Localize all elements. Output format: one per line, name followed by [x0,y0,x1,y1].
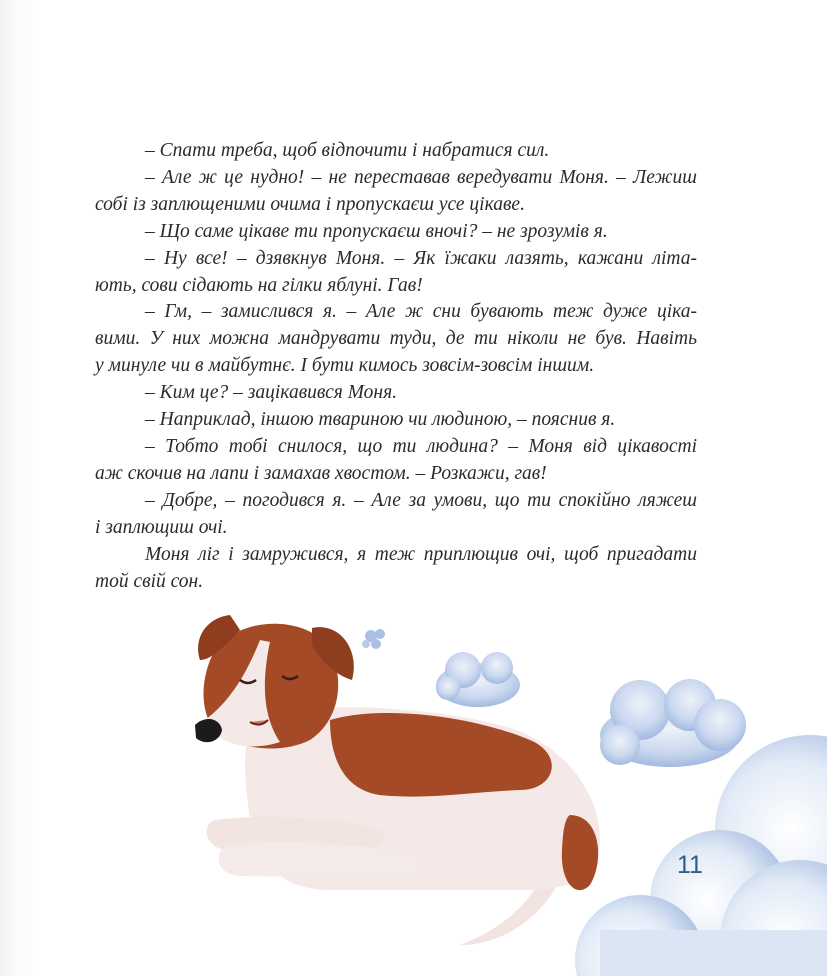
text-line: – Ким це? – зацікавився Моня. [145,382,398,404]
text-line: – Тобто тобі снилося, що ти людина? – Моня від цікавості [145,435,697,457]
dog-body [195,615,600,945]
text-line: той свій сон. [95,570,204,592]
sleeping-dog-illustration [0,590,827,976]
text-line: аж скочив на лапи і замахав хвостом. – Розкажи, гав! [95,462,547,484]
cloud-icon [600,679,746,767]
text-line: і заплющиш очі. [95,516,228,538]
paragraph [95,542,697,596]
paragraph [95,434,697,488]
text-line: Моня ліг і замружився, я теж приплющив очі, щоб пригадати [145,543,697,565]
page-number: 11 [677,851,703,879]
text-line: – Добре, – погодився я. – Але за умови, що ти спокійно ляжеш [145,489,697,511]
text-line: ють, сови сідають на гілки яблуні. Гав! [95,274,423,296]
paragraph [95,299,697,380]
text-line: – Гм, – замислився я. – Але ж сни бувають теж дуже ціка- [145,301,697,323]
paragraph [95,246,697,300]
cloud-icon [436,652,520,707]
text-line: – Ну все! – дзявкнув Моня. – Як їжаки лазять, кажани літа- [145,247,697,269]
story-text [95,138,697,595]
paragraph [95,488,697,542]
text-line: у минуле чи в майбутнє. І бути кимось зовсім-зовсім іншим. [95,355,595,377]
text-line: – Наприклад, іншою твариною чи людиною, – пояснив я. [145,409,616,431]
text-line: – Спати треба, щоб відпочити і набратися сил. [145,140,550,161]
paragraph [95,138,697,165]
paragraph [95,165,697,219]
paragraph [95,407,697,434]
paragraph [95,219,697,246]
text-line: собі із заплющеними очима і пропускаєш усе цікаве. [95,193,525,215]
text-line: – Але ж це нудно! – не переставав вередувати Моня. – Лежиш [145,166,697,188]
text-line: вими. У них можна мандрувати туди, де ти ніколи не був. Навіть [95,328,697,350]
cloud-icon [362,629,385,649]
text-line: – Що саме цікаве ти пропускаєш вночі? – не зрозумів я. [145,220,608,242]
paragraph [95,380,697,407]
